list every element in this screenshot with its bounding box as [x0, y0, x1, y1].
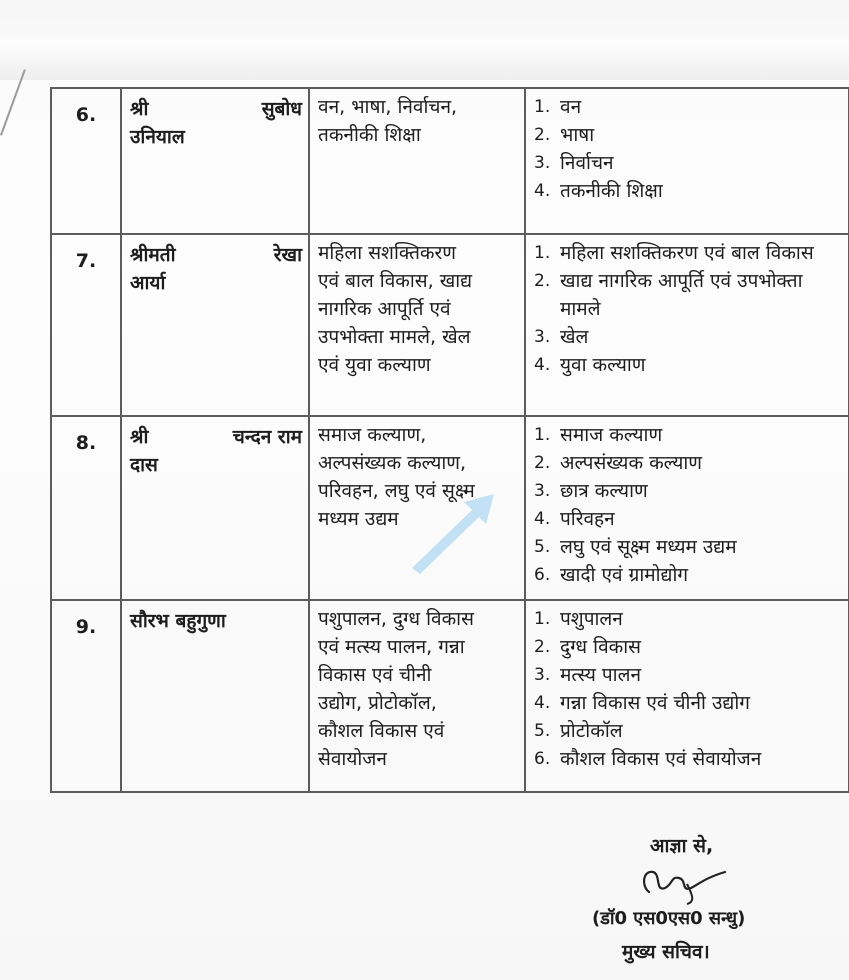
- portfolio-line: उपभोक्ता मामले, खेल: [318, 326, 471, 348]
- list-item: 3. मत्स्य पालन: [534, 664, 642, 686]
- list-item: 4. तकनीकी शिक्षा: [534, 180, 663, 202]
- portfolio-line: पशुपालन, दुग्ध विकास: [318, 608, 474, 630]
- portfolio-line: समाज कल्याण,: [318, 424, 427, 446]
- list-item: 1. समाज कल्याण: [534, 424, 663, 446]
- table-row: [51, 234, 849, 416]
- minister-name-cell: [121, 416, 309, 600]
- portfolio-line: एवं बाल विकास, खाद्य: [318, 270, 473, 292]
- minister-name-part: श्री: [130, 426, 149, 448]
- portfolio-summary-cell: [309, 88, 525, 234]
- portfolio-line: अल्पसंख्यक कल्याण,: [318, 452, 467, 474]
- department-list-cell: [525, 88, 849, 234]
- minister-name-cell: [121, 234, 309, 416]
- signatory-name: (डॉ0 एस0एस0 सन्धु): [592, 908, 746, 929]
- portfolio-table-body: [51, 88, 849, 792]
- minister-name-part: आर्या: [130, 272, 166, 294]
- list-item: 5. प्रोटोकॉल: [534, 720, 623, 742]
- table-row: [51, 88, 849, 234]
- list-item: 3. निर्वाचन: [534, 152, 614, 174]
- minister-name-part: दास: [130, 454, 158, 476]
- list-item: 6. खादी एवं ग्रामोद्योग: [534, 564, 689, 586]
- portfolio-line: परिवहन, लघु एवं सूक्ष्म: [318, 480, 475, 502]
- department-list-cell: [525, 234, 849, 416]
- portfolio-line: तकनीकी शिक्षा: [318, 124, 421, 146]
- portfolio-line: नागरिक आपूर्ति एवं: [318, 298, 451, 320]
- portfolio-line: एवं युवा कल्याण: [318, 354, 431, 376]
- minister-name-part: रेखा: [273, 244, 302, 266]
- minister-name-cell: [121, 600, 309, 792]
- serial-cell: 8.: [51, 416, 121, 600]
- minister-name-cell: [121, 88, 309, 234]
- pen-arrow-mark-icon: [402, 488, 502, 578]
- portfolio-line: एवं मत्स्य पालन, गन्ना: [318, 636, 465, 658]
- minister-name-part: श्रीमती: [130, 244, 176, 266]
- serial-cell: 6.: [51, 88, 121, 234]
- minister-name-part: सुबोध: [261, 98, 302, 120]
- portfolio-line: कौशल विकास एवं: [318, 720, 445, 742]
- handwritten-signature-icon: [635, 862, 735, 906]
- minister-name-part: सौरभ बहुगुणा: [130, 610, 226, 632]
- portfolio-table: [50, 87, 849, 793]
- list-item: 2. दुग्ध विकास: [534, 636, 641, 658]
- portfolio-line: उद्योग, प्रोटोकॉल,: [318, 692, 437, 714]
- minister-name-part: श्री: [130, 98, 149, 120]
- list-item: 3. छात्र कल्याण: [534, 480, 648, 502]
- portfolio-line: विकास एवं चीनी: [318, 664, 432, 686]
- department-list-cell: [525, 416, 849, 600]
- list-item: 2. खाद्य नागरिक आपूर्ति एवं उपभोक्ता मामले: [534, 270, 803, 320]
- department-list-cell: [525, 600, 849, 792]
- list-item: 4. युवा कल्याण: [534, 354, 646, 376]
- list-item: 2. अल्पसंख्यक कल्याण: [534, 452, 703, 474]
- minister-name-part: चन्दन राम: [232, 426, 302, 448]
- list-item: 3. खेल: [534, 326, 589, 348]
- portfolio-line: महिला सशक्तिकरण: [318, 242, 457, 264]
- signature-block: [560, 820, 820, 963]
- list-item: 1. पशुपालन: [534, 608, 623, 630]
- portfolio-line: मध्यम उद्यम: [318, 508, 399, 530]
- table-row: [51, 600, 849, 792]
- list-item: 1. महिला सशक्तिकरण एवं बाल विकास: [534, 242, 814, 264]
- list-item: 4. गन्ना विकास एवं चीनी उद्योग: [534, 692, 750, 714]
- portfolio-summary-cell: [309, 600, 525, 792]
- list-item: 4. परिवहन: [534, 508, 615, 530]
- minister-name-part: उनियाल: [130, 126, 185, 148]
- list-item: 6. कौशल विकास एवं सेवायोजन: [534, 748, 762, 770]
- list-item: 2. भाषा: [534, 124, 595, 146]
- serial-cell: 7.: [51, 234, 121, 416]
- list-item: 1. वन: [534, 96, 582, 118]
- page-fold-shadow: [0, 40, 849, 80]
- list-item: 5. लघु एवं सूक्ष्म मध्यम उद्यम: [534, 536, 737, 558]
- serial-cell: 9.: [51, 600, 121, 792]
- portfolio-line: वन, भाषा, निर्वाचन,: [318, 96, 458, 118]
- portfolio-line: सेवायोजन: [318, 748, 387, 770]
- signatory-designation: मुख्य सचिव।: [622, 941, 710, 963]
- portfolio-summary-cell: [309, 234, 525, 416]
- order-text: आज्ञा से,: [650, 835, 714, 857]
